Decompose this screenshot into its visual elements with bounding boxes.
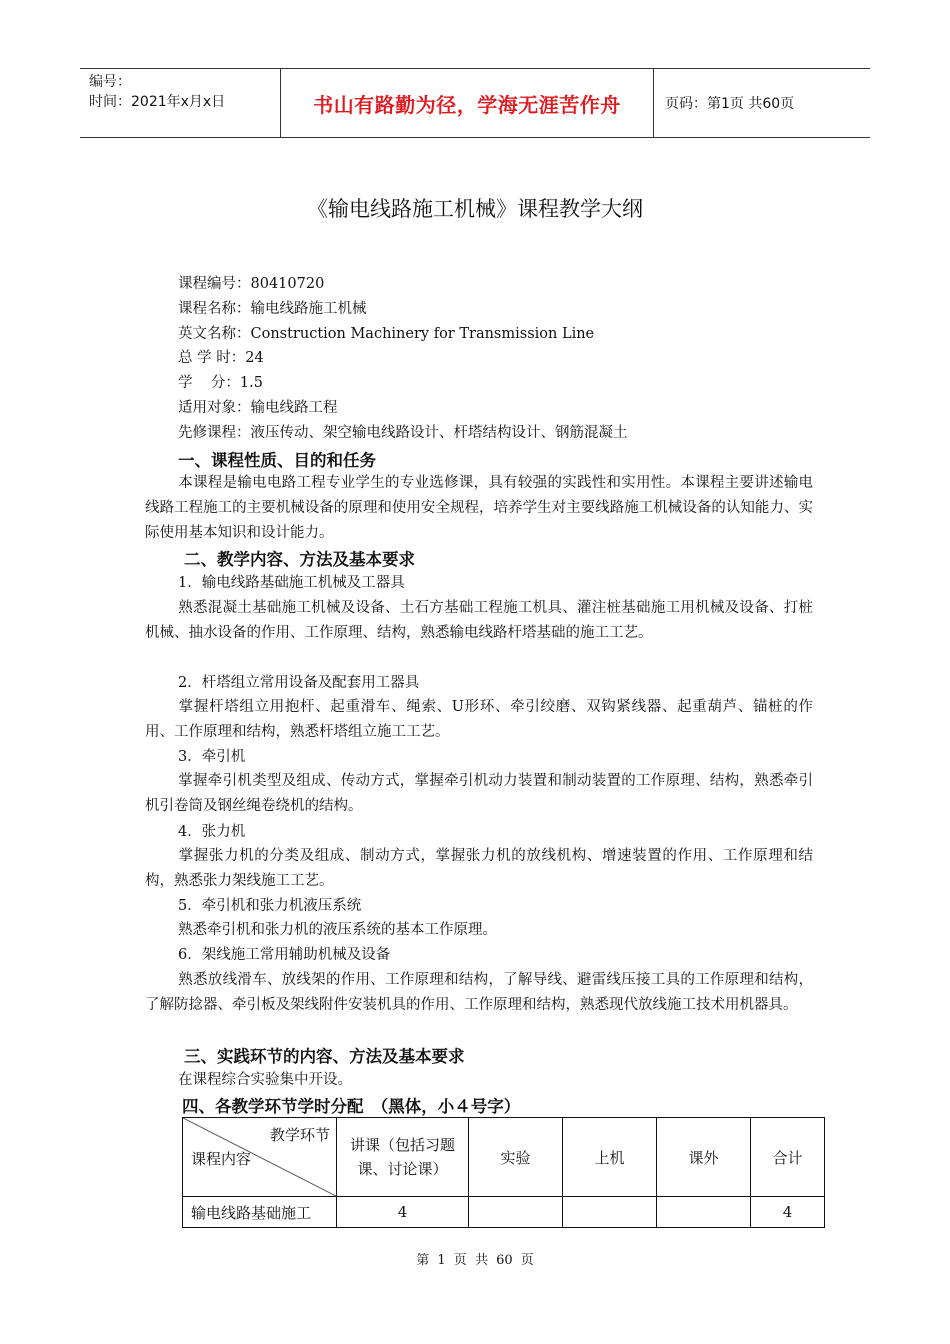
table-row: [183, 1197, 825, 1228]
item-2-title: 2．杆塔组立常用设备及配套用工器具: [178, 675, 420, 691]
col-computer: 上机: [563, 1118, 657, 1197]
date-label: 时间：2021年x月x日: [89, 94, 226, 110]
item-1-text: [145, 596, 813, 646]
course-meta: [178, 272, 628, 446]
col-lecture: 讲课（包括习题课、讨论课）: [337, 1118, 469, 1197]
meta-total-hours: 总 学 时：24: [178, 350, 264, 367]
table-header-row: [183, 1118, 825, 1197]
diag-bottom-label: 课程内容: [191, 1150, 252, 1168]
cell-extracurricular: [657, 1197, 751, 1228]
item-1-body: 熟悉混凝土基础施工机械及设备、土石方基础工程施工机具、灌注桩基础施工用机械及设备、打桩机械、抽水设备的作用、工作原理、结构，熟悉输电线路杆塔基础的施工工艺。: [145, 600, 813, 641]
meta-course-code: 课程编号：80410720: [178, 276, 325, 292]
item-4-body: 掌握张力机的分类及组成、制动方式，掌握张力机的放线机构、增速装置的作用、工作原理和结构，熟悉张力架线施工工艺。: [145, 848, 813, 889]
number-label: 编号：: [89, 74, 131, 90]
meta-course-name: 课程名称：输电线路施工机械: [178, 300, 367, 317]
section-heading-4: 四、各教学环节学时分配 （黑体，小４号字）: [182, 1097, 521, 1116]
footer-total-pages: 60: [496, 1253, 513, 1268]
item-5-body: 熟悉牵引机和张力机的液压系统的基本工作原理。: [178, 922, 497, 938]
footer-suffix: 页: [520, 1253, 534, 1268]
page-title: 《输电线路施工机械》课程教学大纲: [307, 197, 643, 221]
footer-page-number: 1: [437, 1253, 446, 1268]
header-left-cell: [80, 69, 281, 137]
section-heading-1: 一、课程性质、目的和任务: [178, 451, 376, 470]
item-3-title: 3．牵引机: [178, 749, 246, 765]
meta-credits: 学 分：1.5: [178, 375, 263, 392]
footer-page-word: 页: [453, 1253, 467, 1268]
diagonal-header-cell: [183, 1118, 337, 1197]
page-info: 页码：第1页 共60页: [665, 96, 795, 112]
section-heading-3: 三、实践环节的内容、方法及基本要求: [184, 1047, 465, 1066]
col-total: 合计: [751, 1118, 825, 1197]
section-heading-2: 二、教学内容、方法及基本要求: [184, 550, 415, 569]
meta-target: 适用对象：输电线路工程: [178, 399, 338, 416]
hours-table: [182, 1117, 825, 1228]
item-6-text: [145, 968, 813, 1018]
item-4-title: 4．张力机: [178, 824, 246, 840]
item-4-text: [145, 844, 813, 894]
cell-experiment: [469, 1197, 563, 1228]
item-5-title: 5．牵引机和张力机液压系统: [178, 898, 362, 914]
item-1-title: 1．输电线路基础施工机械及工器具: [178, 575, 405, 591]
item-5-text: [145, 918, 813, 943]
section-3-text: 在课程综合实验集中开设。: [178, 1072, 352, 1088]
section-1-text: [145, 471, 813, 545]
row-name: 输电线路基础施工: [183, 1197, 337, 1228]
item-3-body: 掌握牵引机类型及组成、传动方式，掌握牵引机动力装置和制动装置的工作原理、结构，熟悉牵引机引卷筒及钢丝绳卷绕机的结构。: [145, 773, 813, 814]
motto: 书山有路勤为径，学海无涯苦作舟: [281, 69, 654, 137]
footer-total-word: 共: [474, 1253, 488, 1268]
cell-total: 4: [751, 1197, 825, 1228]
meta-prerequisites: 先修课程：液压传动、架空输电线路设计、杆塔结构设计、钢筋混凝土: [178, 424, 628, 441]
cell-lecture: 4: [337, 1197, 469, 1228]
meta-english-name: 英文名称：Construction Machinery for Transmission Line: [178, 325, 595, 342]
col-extracurricular: 课外: [657, 1118, 751, 1197]
item-3-text: [145, 769, 813, 819]
cell-computer: [563, 1197, 657, 1228]
col-experiment: 实验: [469, 1118, 563, 1197]
item-6-body: 熟悉放线滑车、放线架的作用、工作原理和结构，了解导线、避雷线压接工具的工作原理和结构，了解防捻器、牵引板及架线附件安装机具的作用、工作原理和结构，熟悉现代放线施工技术用机器具。: [145, 972, 813, 1013]
item-6-title: 6．架线施工常用辅助机械及设备: [178, 947, 391, 963]
footer-prefix: 第: [416, 1253, 430, 1268]
header-table: [80, 68, 870, 138]
page-footer: [0, 1249, 950, 1268]
diag-top-label: 教学环节: [269, 1126, 330, 1144]
item-2-body: 掌握杆塔组立用抱杆、起重滑车、绳索、U形环、牵引绞磨、双钩紧线器、起重葫芦、锚桩的作用、工作原理和结构，熟悉杆塔组立施工工艺。: [145, 699, 813, 740]
item-2-text: [145, 695, 813, 745]
section-1-body: 本课程是输电电路工程专业学生的专业选修课，具有较强的实践性和实用性。本课程主要讲述输电线路工程施工的主要机械设备的原理和使用安全规程，培养学生对主要线路施工机械设备的认知能力、实际使用基本知识和设计能力。: [145, 475, 813, 541]
